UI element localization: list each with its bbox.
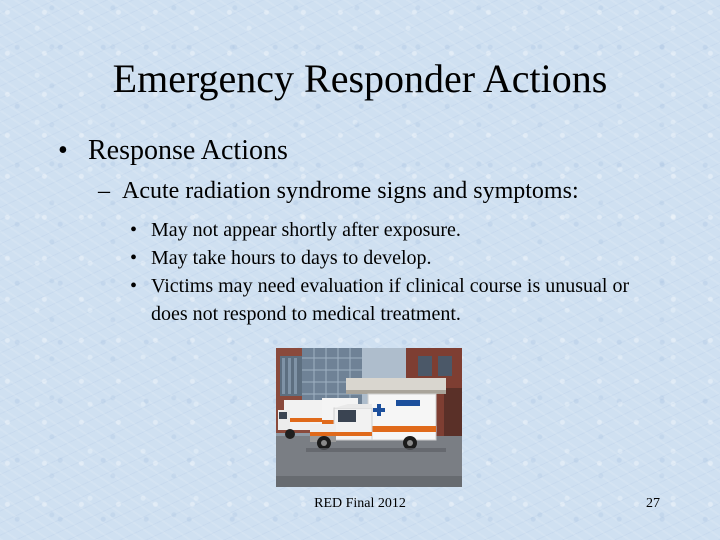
page-number: 27 [646,496,660,511]
list-item [130,272,650,328]
bullet-level2 [98,176,579,206]
slide-title: Emergency Responder Actions [112,56,608,101]
list-item-text: May take hours to days to develop. [151,247,432,269]
list-item [130,216,650,244]
bullet-marker: • [58,135,68,166]
list-item [130,244,650,272]
bullet-marker: • [130,219,138,241]
ambulance-photo [276,348,462,487]
symptom-list [130,216,650,328]
bullet-level1-text: Response Actions [88,135,288,166]
bullet-marker: • [130,247,138,269]
footer-text: RED Final 2012 [314,496,406,511]
dash-marker: – [98,178,110,204]
bullet-marker: • [130,275,138,297]
list-item-text: May not appear shortly after exposure. [151,219,461,241]
bullet-level2-text: Acute radiation syndrome signs and symptoms: [122,178,579,204]
ambulance-photo-illustration [276,348,462,487]
bullet-level1 [58,134,288,168]
list-item-text: Victims may need evaluation if clinical course is unusual or does not respond to medical treatment. [151,275,630,325]
